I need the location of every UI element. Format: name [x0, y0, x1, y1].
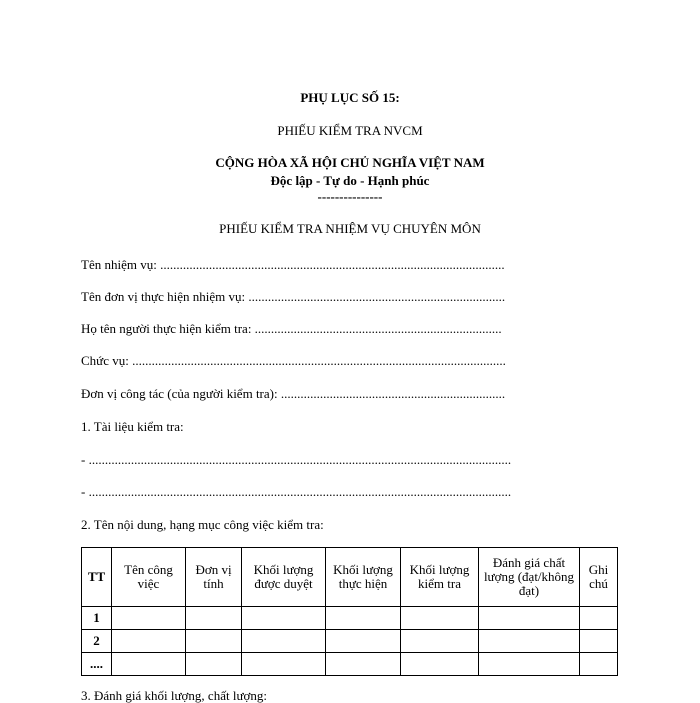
- header-inspected-volume: Khối lượng kiểm tra: [401, 548, 479, 607]
- header-tt: TT: [82, 548, 112, 607]
- table-row: [82, 607, 618, 630]
- table-cell: [479, 653, 580, 676]
- field-task-name: Tên nhiệm vụ: ..........................................................................................................: [81, 257, 505, 272]
- table-cell: [326, 653, 401, 676]
- header-notes: Ghi chú: [580, 548, 618, 607]
- table-cell: [112, 607, 186, 630]
- header-task-name: Tên công việc: [112, 548, 186, 607]
- table-cell: [242, 630, 326, 653]
- table-cell: [186, 653, 242, 676]
- table-row: [82, 630, 618, 653]
- inspection-table: [81, 547, 618, 676]
- header-approved-volume: Khối lượng được duyệt: [242, 548, 326, 607]
- table-cell: [112, 653, 186, 676]
- header-actual-volume: Khối lượng thực hiện: [326, 548, 401, 607]
- field-position: Chức vụ: ...................................................................................................................: [81, 353, 506, 368]
- header-quality-assessment: Đánh giá chất lượng (đạt/không đạt): [479, 548, 580, 607]
- form-short-title: PHIẾU KIỂM TRA NVCM: [277, 123, 423, 138]
- table-cell: [401, 607, 479, 630]
- table-cell: [580, 653, 618, 676]
- field-unit-name: Tên đơn vị thực hiện nhiệm vụ: ...............................................................................: [81, 289, 506, 304]
- motto-divider: ---------------: [317, 189, 383, 204]
- section2-title: 2. Tên nội dung, hạng mục công việc kiểm tra:: [81, 517, 324, 532]
- section3-title: 3. Đánh giá khối lượng, chất lượng:: [81, 688, 267, 703]
- header-unit: Đơn vị tính: [186, 548, 242, 607]
- table-cell: 1: [82, 607, 112, 630]
- section1-line-2: - ..................................................................................................................................: [81, 484, 512, 499]
- table-cell: [186, 630, 242, 653]
- table-cell: [479, 607, 580, 630]
- table-header-row: [82, 548, 618, 607]
- republic-heading: CỘNG HÒA XÃ HỘI CHỦ NGHĨA VIỆT NAM: [215, 155, 485, 170]
- table-cell: [242, 607, 326, 630]
- table-cell: [186, 607, 242, 630]
- table-cell: [326, 607, 401, 630]
- section1-line-1: - ..................................................................................................................................: [81, 452, 512, 467]
- table-cell: [580, 630, 618, 653]
- table-cell: [479, 630, 580, 653]
- table-cell: [401, 653, 479, 676]
- table-cell: [401, 630, 479, 653]
- table-row: [82, 653, 618, 676]
- table-cell: [326, 630, 401, 653]
- table-cell: [242, 653, 326, 676]
- table-cell: [112, 630, 186, 653]
- section1-title: 1. Tài liệu kiểm tra:: [81, 419, 184, 434]
- field-inspector-name: Họ tên người thực hiện kiểm tra: ............................................................................: [81, 321, 502, 336]
- table-cell: 2: [82, 630, 112, 653]
- table-cell: [580, 607, 618, 630]
- motto: Độc lập - Tự do - Hạnh phúc: [270, 173, 430, 188]
- field-work-unit: Đơn vị công tác (của người kiểm tra): .....................................................................: [81, 386, 506, 401]
- table-cell: ....: [82, 653, 112, 676]
- form-title: PHIẾU KIỂM TRA NHIỆM VỤ CHUYÊN MÔN: [219, 221, 481, 236]
- appendix-heading: PHỤ LỤC SỐ 15:: [300, 90, 400, 105]
